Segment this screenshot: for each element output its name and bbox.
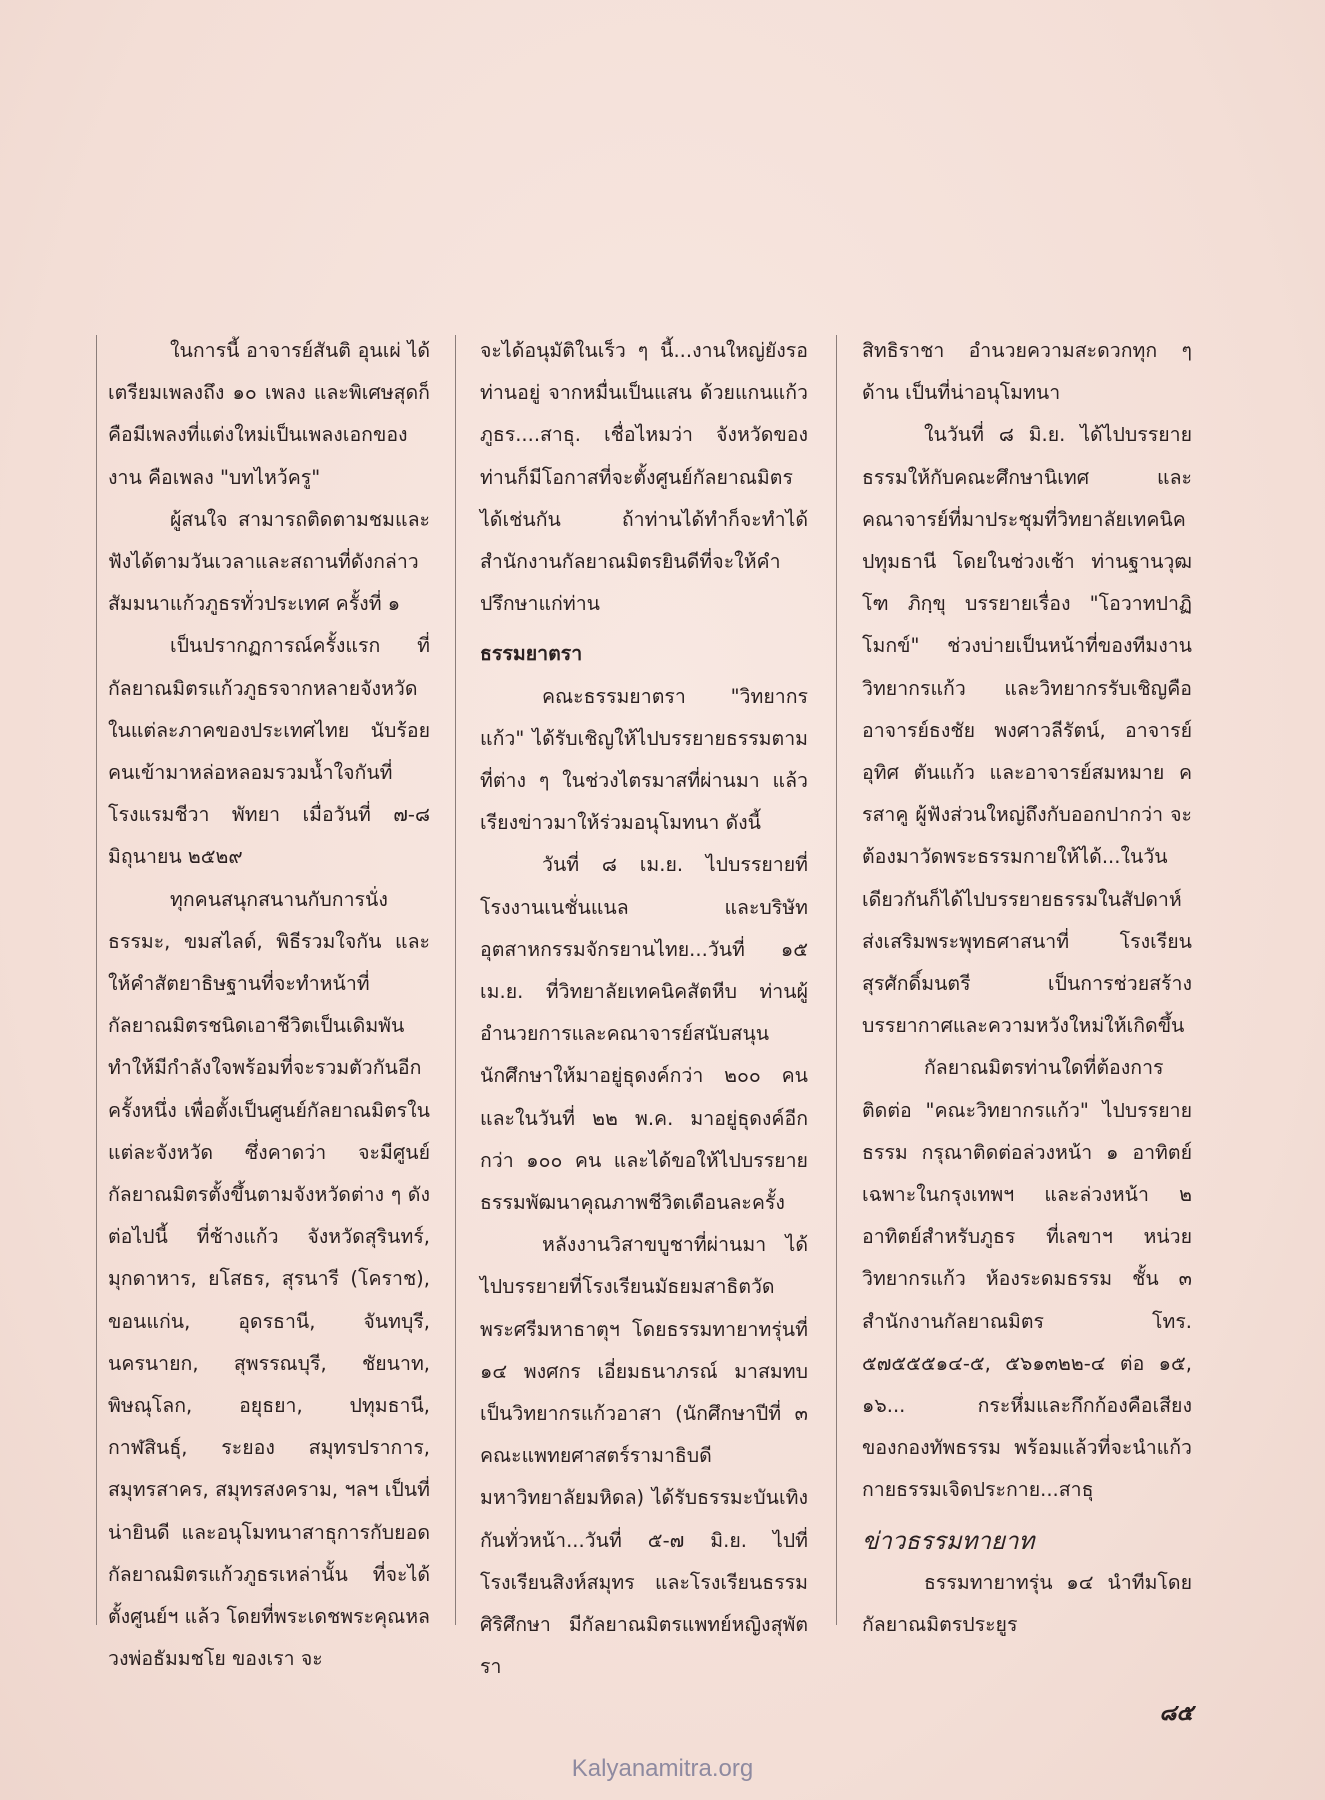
column-rule <box>455 335 456 1625</box>
paragraph: วันที่ ๘ เม.ย. ไปบรรยายที่โรงงานเนชั่นแนล และบริษัทอุตสาหกรรมจักรยานไทย...วันที่ ๑๕ เม.ย. ที่วิทยาลัยเทคนิคสัตหีบ ท่านผู้อำนวยการและคณาจารย์สนับสนุนนักศึกษาให้มาอยู่ธุดงค์กว่า ๒๐๐ คน และในวันที่ ๒๒ พ.ค. มาอยู่ธุดงค์อีกกว่า ๑๐๐ คน และได้ขอให้ไปบรรยายธรรมพัฒนาคุณภาพชีวิตเดือนละครั้ง <box>480 853 808 1215</box>
section-heading: ข่าวธรรมทายาท <box>862 1526 1035 1555</box>
paragraph: เป็นปรากฏการณ์ครั้งแรก ที่กัลยาณมิตรแก้วภูธรจากหลายจังหวัดในแต่ละภาคของประเทศไทย นับร้อยคนเข้ามาหล่อหลอมรวมน้ำใจกันที่ โรงแรมชีวา พัทยา เมื่อวันที่ ๗-๘ มิถุนายน ๒๕๒๙ <box>108 634 430 869</box>
column-rule <box>96 335 97 1625</box>
paragraph: คณะธรรมยาตรา "วิทยากรแก้ว" ได้รับเชิญให้ไปบรรยายธรรมตามที่ต่าง ๆ ในช่วงไตรมาสที่ผ่านมา แล้วเรียงข่าวมาให้ร่วมอนุโมทนา ดังนี้ <box>480 684 808 835</box>
paragraph: หลังงานวิสาขบูชาที่ผ่านมา ได้ไปบรรยายที่โรงเรียนมัธยมสาธิตวัดพระศรีมหาธาตุฯ โดยธรรมทายาทรุ่นที่ ๑๔ พงศกร เอี่ยมธนาภรณ์ มาสมทบเป็นวิทยากรแก้วอาสา (นักศึกษาปีที่ ๓ คณะแพทยศาสตร์รามาธิบดี มหาวิทยาลัยมหิดล) ได้รับธรรมะบันเทิงกันทั่วหน้า...วันที่ ๕-๗ มิ.ย. ไปที่โรงเรียนสิงห์สมุทร และโรงเรียนธรรมศิริศึกษา มีกัลยาณมิตรแพทย์หญิงสุพัตรา <box>480 1233 808 1679</box>
section-heading: ธรรมยาตรา <box>480 642 583 666</box>
paragraph: สิทธิราชา อำนวยความสะดวกทุก ๆ ด้าน เป็นที่น่าอนุโมทนา <box>862 339 1192 405</box>
paragraph: ในการนี้ อาจารย์สันติ อุนเผ่ ได้เตรียมเพลงถึง ๑๐ เพลง และพิเศษสุดก็คือมีเพลงที่แต่งใหม่เป็นเพลงเอกของงาน คือเพลง "บทไหว้ครู" <box>108 339 430 489</box>
paragraph: ผู้สนใจ สามารถติดตามชมและฟังได้ตามวันเวลาและสถานที่ดังกล่าว สัมมนาแก้วภูธรทั่วประเทศ ครั้งที่ ๑ <box>108 507 430 616</box>
column-rule <box>836 335 837 1625</box>
paragraph: จะได้อนุมัติในเร็ว ๆ นี้...งานใหญ่ยังรอท่านอยู่ จากหมื่นเป็นแสน ด้วยแกนแก้วภูธร....สาธุ. เชื่อไหมว่า จังหวัดของท่านก็มีโอกาสที่จะตั้งศูนย์กัลยาณมิตรได้เช่นกัน ถ้าท่านได้ทำก็จะทำได้ สำนักงานกัลยาณมิตรยินดีที่จะให้คำปรึกษาแก่ท่าน <box>480 339 808 616</box>
paragraph: ทุกคนสนุกสนานกับการนั่งธรรมะ, ขมสไลด์, พิธีรวมใจกัน และให้คำสัตยาธิษฐานที่จะทำหน้าที่กัลยาณมิตรชนิดเอาชีวิตเป็นเดิมพัน ทำให้มีกำลังใจพร้อมที่จะรวมตัวกันอีกครั้งหนึ่ง เพื่อตั้งเป็นศูนย์กัลยาณมิตรในแต่ละจังหวัด ซึ่งคาดว่า จะมีศูนย์กัลยาณมิตรตั้งขึ้นตามจังหวัดต่าง ๆ ดังต่อไปนี้ ที่ช้างแก้ว จังหวัดสุรินทร์, มุกดาหาร, ยโสธร, สุรนารี (โคราช), ขอนแก่น, อุดรธานี, จันทบุรี, นครนายก, สุพรรณบุรี, ชัยนาท, พิษณุโลก, อยุธยา, ปทุมธานี, กาฬสินธุ์, ระยอง สมุทรปราการ, สมุทรสาคร, สมุทรสงคราม, ฯลฯ เป็นที่น่ายินดี และอนุโมทนาสาธุการกับยอดกัลยาณมิตรแก้วภูธรเหล่านั้น ที่จะได้ตั้งศูนย์ฯ แล้ว โดยที่พระเดชพระคุณหลวงพ่อธัมมชโย ของเรา จะ <box>108 887 430 1671</box>
paragraph: ธรรมทายาทรุ่น ๑๔ นำทีมโดยกัลยาณมิตรประยูร <box>862 1570 1192 1637</box>
text-column-3 <box>862 330 1192 1650</box>
paragraph: กัลยาณมิตรท่านใดที่ต้องการติดต่อ "คณะวิทยากรแก้ว" ไปบรรยายธรรม กรุณาติดต่อล่วงหน้า ๑ อาทิตย์ เฉพาะในกรุงเทพฯ และล่วงหน้า ๒ อาทิตย์สำหรับภูธร ที่เลขาฯ หน่วยวิทยากรแก้ว ห้องระดมธรรม ชั้น ๓ สำนักงานกัลยาณมิตร โทร. ๕๗๕๕๕๑๔-๕, ๕๖๑๓๒๒-๔ ต่อ ๑๕, ๑๖... กระหึ่มและกึกก้องคือเสียงของกองทัพธรรม พร้อมแล้วที่จะนำแก้วกายธรรมเจิดประกาย...สาธุ <box>862 1056 1192 1502</box>
paragraph: ในวันที่ ๘ มิ.ย. ได้ไปบรรยายธรรมให้กับคณะศึกษานิเทศ และคณาจารย์ที่มาประชุมที่วิทยาลัยเทคนิคปทุมธานี โดยในช่วงเช้า ท่านฐานวุฒโฑ ภิกฺขุ บรรยายเรื่อง "โอวาทปาฏิโมกข์" ช่วงบ่ายเป็นหน้าที่ของทีมงานวิทยากรแก้ว และวิทยากรรับเชิญคือ อาจารย์ธงชัย พงศาวลีรัตน์, อาจารย์อุทิศ ตันแก้ว และอาจารย์สมหมาย ครสาคู ผู้ฟังส่วนใหญ่ถึงกับออกปากว่า จะต้องมาวัดพระธรรมกายให้ได้...ในวันเดียวกันก็ได้ไปบรรยายธรรมในสัปดาห์ส่งเสริมพระพุทธศาสนาที่ โรงเรียนสุรศักดิ์มนตรี เป็นการช่วยสร้างบรรยากาศและความหวังใหม่ให้เกิดขึ้น <box>862 423 1192 1038</box>
text-column-2 <box>480 330 808 1679</box>
text-column-1 <box>108 330 430 1671</box>
page-number: ๘๕ <box>1159 1701 1193 1726</box>
source-watermark: Kalyanamitra.org <box>571 1755 754 1782</box>
